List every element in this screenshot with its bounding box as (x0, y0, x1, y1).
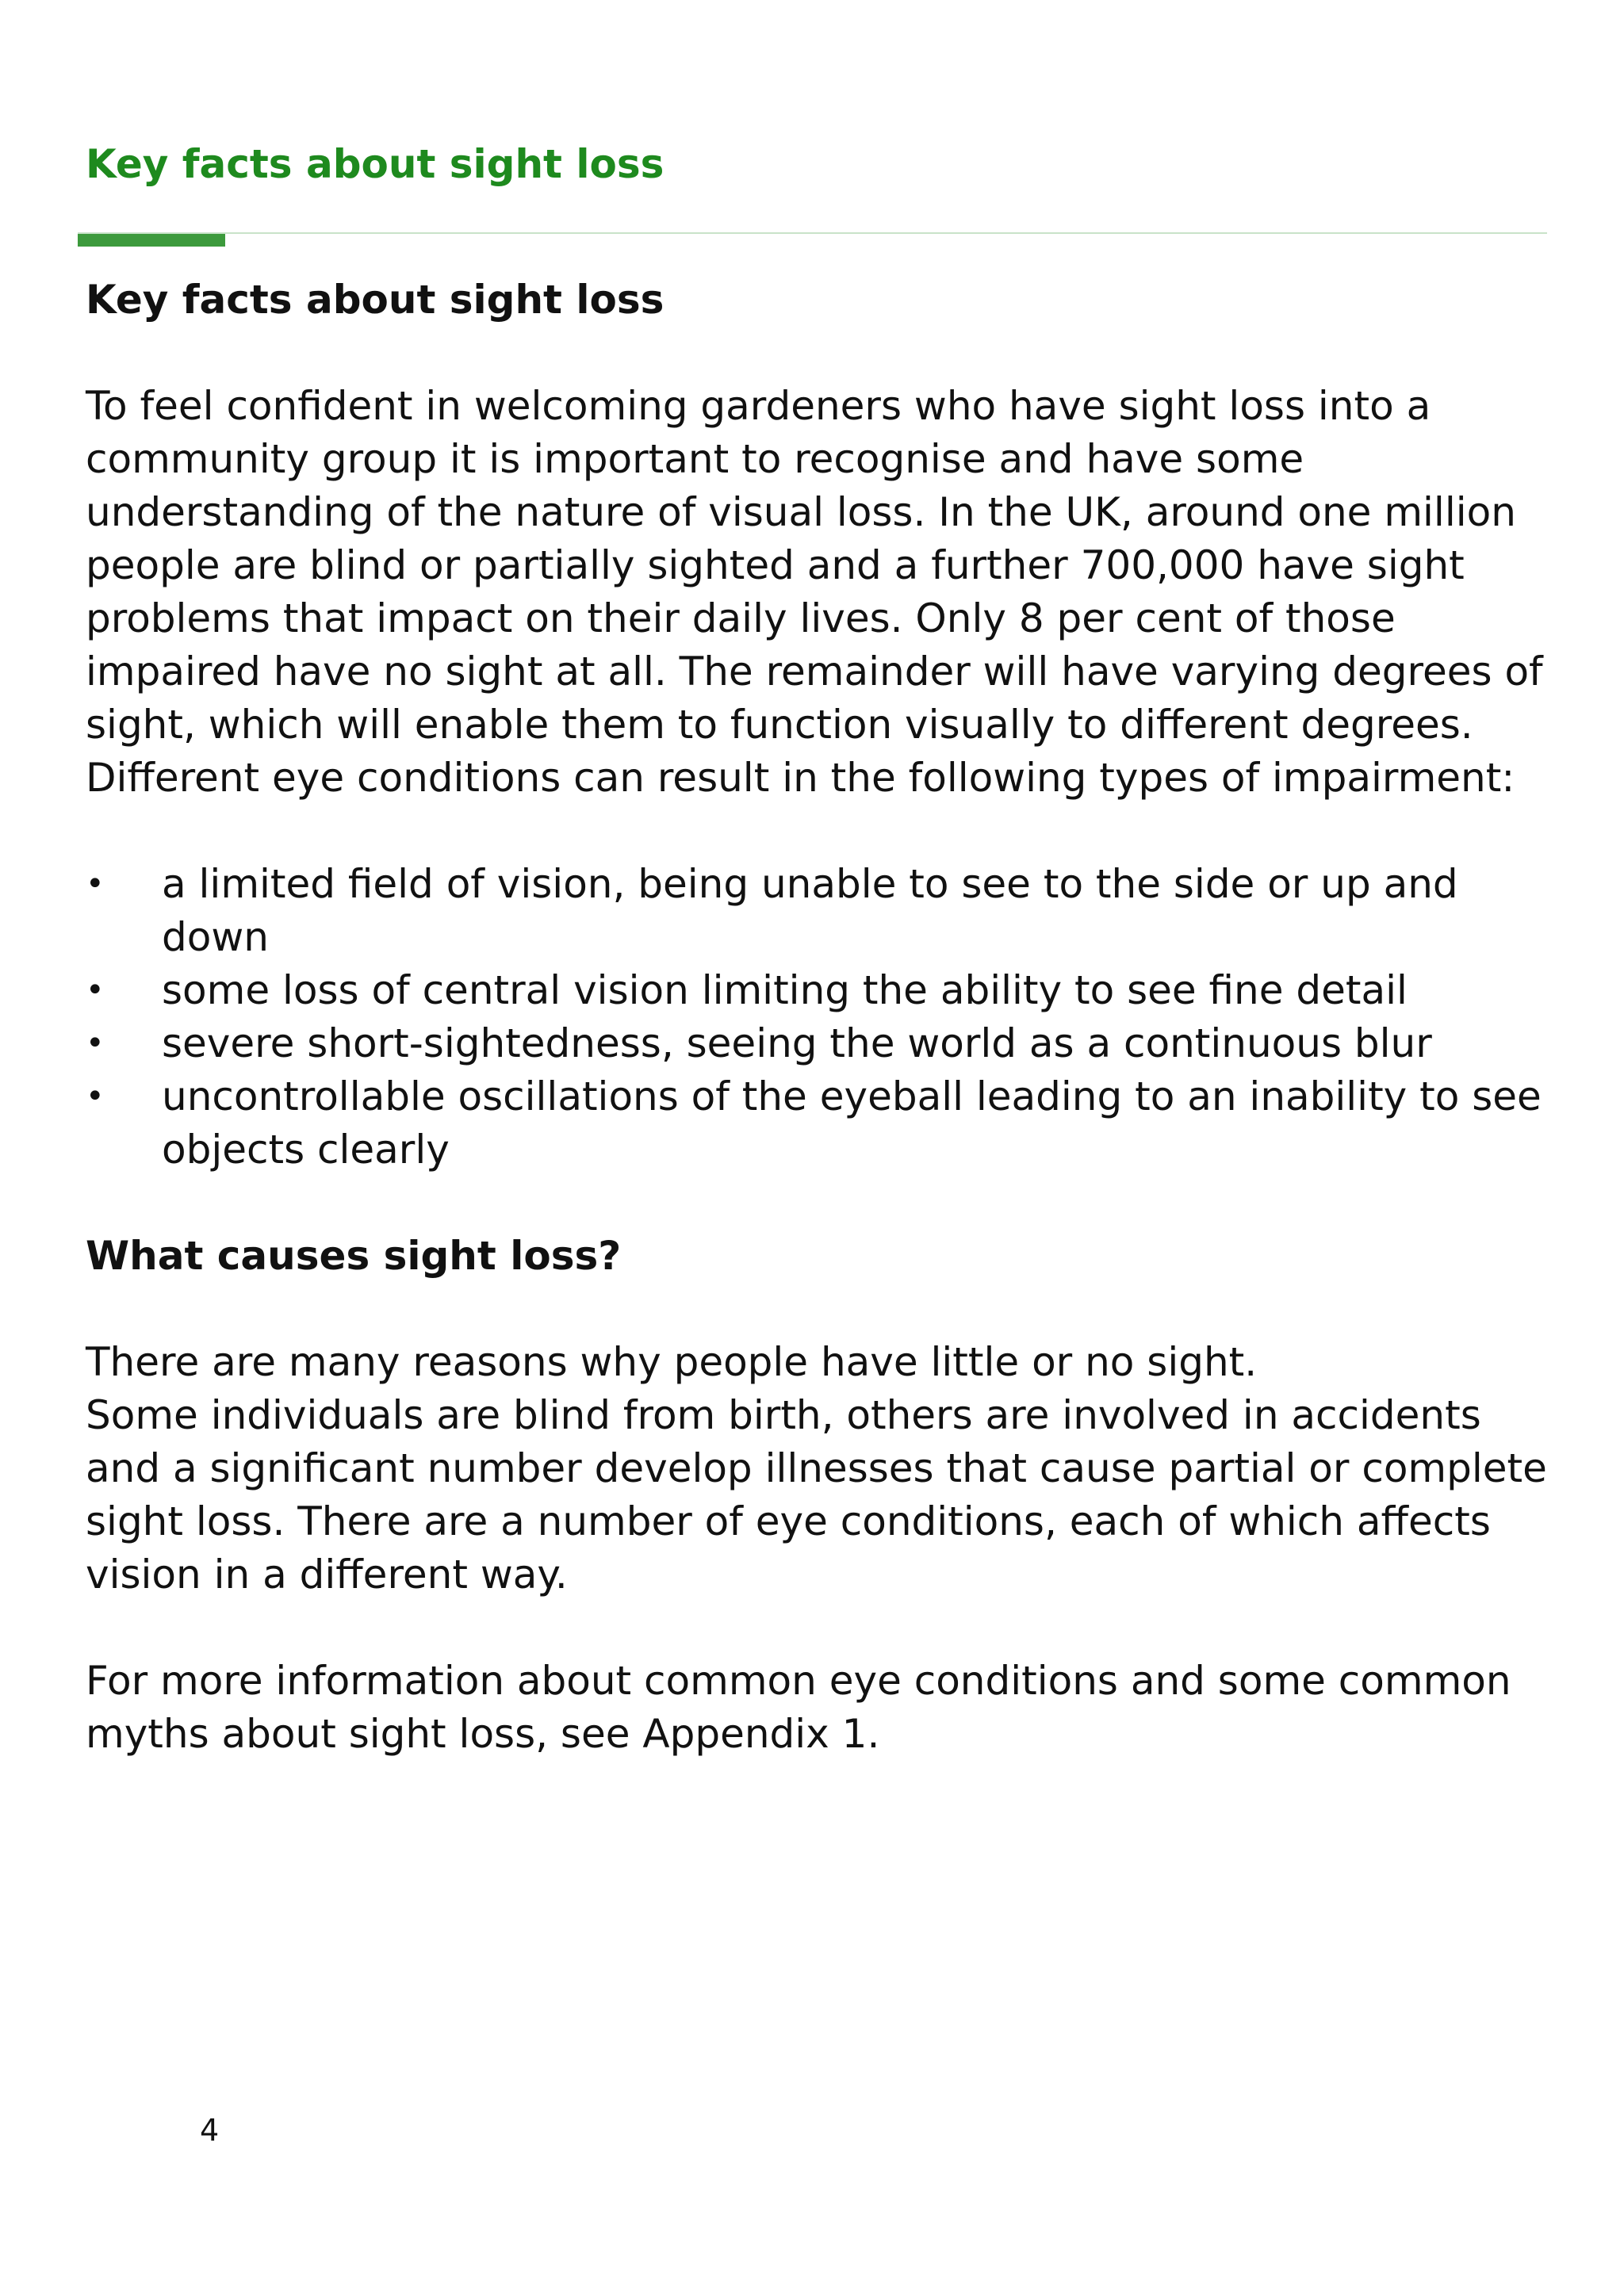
list-item-text: uncontrollable oscillations of the eyeball leading to an inability to see objects clearly (162, 1073, 1542, 1173)
bullet-icon: • (86, 1078, 105, 1115)
intro-paragraph: To feel confident in welcoming gardeners who have sight loss into a community group it is important to recognise and have some understanding of the nature of visual loss. In the UK, around one million people are blind or partially sighted and a further 700,000 have sight problems that impact on their daily lives. Only 8 per cent of those impaired have no sight at all. The remainder will have varying degrees of sight, which will enable them to function visually to different degrees. Different eye conditions can result in the following types of impairment: (86, 383, 1543, 801)
list-item (86, 1017, 1561, 1070)
header-divider-line (78, 232, 1547, 234)
bullet-icon: • (86, 866, 105, 902)
bullet-icon: • (86, 1025, 105, 1062)
more-info-paragraph: For more information about common eye conditions and some common myths about sight loss, see Appendix 1. (86, 1658, 1511, 1757)
list-item-text: some loss of central vision limiting the ability to see fine detail (162, 967, 1408, 1013)
list-item (86, 964, 1561, 1017)
impairment-list (86, 858, 1561, 1177)
section-heading-key-facts: Key facts about sight loss (86, 277, 665, 323)
section-heading-causes: What causes sight loss? (86, 1233, 622, 1279)
bullet-icon: • (86, 972, 105, 1008)
list-item-text: a limited field of vision, being unable to see to the side or up and down (162, 861, 1458, 960)
running-header-title: Key facts about sight loss (86, 141, 665, 187)
page-number: 4 (200, 2113, 220, 2148)
list-item (86, 858, 1561, 964)
list-item (86, 1070, 1561, 1177)
main-content (86, 274, 1561, 1761)
header-accent-bar (78, 234, 225, 247)
causes-paragraph-line1: There are many reasons why people have little or no sight. (86, 1339, 1258, 1385)
causes-paragraph: Some individuals are blind from birth, others are involved in accidents and a significant number develop illnesses that cause partial or complete sight loss. There are a number of eye conditions, each of which affects vision in a different way. (86, 1392, 1547, 1598)
list-item-text: severe short-sightedness, seeing the world as a continuous blur (162, 1020, 1432, 1066)
